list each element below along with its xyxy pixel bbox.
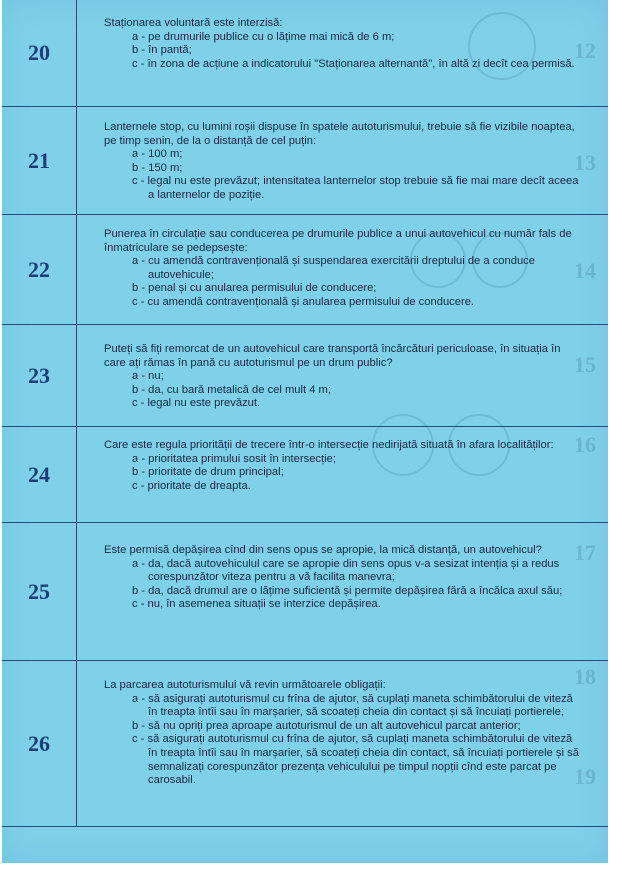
- ghost-number: 19: [574, 764, 596, 789]
- answer-option-b: b - prioritate de drum principal;: [132, 466, 284, 479]
- question-stem: La parcarea autoturismului vă revin următoarele obligații:: [104, 679, 386, 691]
- answer-option-c: c - cu amendă contravențională și anularea permisului de conducere.: [132, 295, 475, 308]
- ghost-number: 12: [574, 38, 596, 63]
- answer-option-c: c - nu, în asemenea situații se interzice depășirea.: [132, 598, 381, 611]
- answer-option-a: a - cu amendă contravențională și suspendarea exercitării dreptului de a conduce autovehicule;: [132, 255, 535, 281]
- question-row: [2, 522, 608, 661]
- answer-option-b: b - să nu opriți prea aproape autoturismul de un alt autovehicul parcat anterior;: [132, 719, 521, 732]
- answer-option-b: b - 150 m;: [132, 161, 183, 174]
- question-stem: Puteți să fiți remorcat de un autovehicul care transportă încărcături periculoase, în situația în care ați rămas în pană cu autoturismul pe un drum public?: [104, 343, 561, 369]
- question-row: [2, 324, 608, 427]
- answer-option-a: a - da, dacă autovehiculul care se apropie din sens opus v-a sesizat intenția și a redus corespunzător viteza pentru a vă facilita manevra;: [132, 557, 560, 584]
- answer-option-c: c - să asigurați autoturismul cu frîna de ajutor, să cuplați maneta schimbătorului de viteză în treapta întîi sau în marșarier, să scoateți cheia din contact, să încuiați portierele și să semnalizați corespunzător prezența vehiculului pe timpul nopții cînd este parcat pe carosabil.: [132, 733, 579, 787]
- answer-option-b: b - da, cu bară metalică de cel mult 4 m;: [132, 383, 331, 396]
- question-number: 25: [28, 579, 50, 604]
- answer-option-b: b - în pantă;: [132, 44, 192, 57]
- question-row: [2, 0, 608, 106]
- answer-option-c: c - prioritate de dreapta.: [132, 479, 251, 492]
- answer-option-a: a - 100 m;: [132, 148, 183, 161]
- question-number: 26: [28, 731, 50, 756]
- question-number: 24: [28, 462, 50, 487]
- question-text: [104, 17, 582, 71]
- question-sheet: [2, 0, 608, 863]
- answer-option-b: b - penal și cu anularea permisului de conducere;: [132, 282, 377, 295]
- answer-option-a: a - să asigurați autoturismul cu frîna de ajutor, să cuplați maneta schimbătorului de viteză în treapta întîi sau în marșarier, să scoateți cheia din contact și să încuiați portierele;: [132, 692, 573, 719]
- question-stem: Punerea în circulație sau conducerea pe drumurile publice a unui autovehicul cu număr fals de înmatriculare se pedepsește:: [104, 228, 572, 254]
- answer-option-a: a - pe drumurile publice cu o lățime mai mică de 6 m;: [132, 30, 395, 43]
- ghost-number: 15: [574, 352, 596, 377]
- question-text: [104, 679, 582, 788]
- question-text: [104, 439, 582, 493]
- question-text: [104, 228, 582, 310]
- question-text: [104, 544, 582, 612]
- question-number: 22: [28, 257, 50, 282]
- ghost-number: 18: [574, 664, 596, 689]
- question-row: [2, 426, 608, 523]
- answer-option-a: a - prioritatea primului sosit în intersecție;: [132, 452, 336, 465]
- answer-option-c: c - în zona de acțiune a indicatorului "Staționarea alternantă", în altă zi decît cea permisă.: [132, 57, 575, 70]
- question-row: [2, 660, 608, 827]
- answer-option-c: c - legal nu este prevăzut.: [132, 397, 261, 410]
- question-stem: Staționarea voluntară este interzisă:: [104, 17, 283, 29]
- ghost-number: 17: [574, 540, 596, 565]
- answer-option-a: a - nu;: [132, 370, 164, 383]
- ghost-number: 14: [574, 258, 596, 283]
- question-number: 21: [28, 148, 50, 173]
- question-row: [2, 106, 608, 215]
- question-stem: Lanternele stop, cu lumini roșii dispuse în spatele autoturismului, trebuie să fie vizibile noaptea, pe timp senin, de la o distanță de cel puțin:: [104, 121, 575, 147]
- question-row: [2, 214, 608, 325]
- question-stem: Este permisă depășirea cînd din sens opus se apropie, la mică distanță, un autovehicul?: [104, 544, 542, 556]
- question-text: [104, 343, 582, 411]
- ghost-number: 13: [574, 150, 596, 175]
- answer-option-c: c - legal nu este prevăzut; intensitatea lanternelor stop trebuie să fie mai mare decît aceea a lanternelor de poziție.: [132, 175, 579, 201]
- answer-option-b: b - da, dacă drumul are o lățime suficientă și permite depășirea fără a încălca axul său;: [132, 584, 563, 597]
- table-bottom-border: [2, 826, 608, 827]
- ghost-number: 16: [574, 432, 596, 457]
- question-text: [104, 121, 582, 203]
- question-number: 23: [28, 363, 50, 388]
- question-number: 20: [28, 40, 50, 65]
- question-stem: Care este regula priorității de trecere într-o intersecție nedirijată situată în afara localităților:: [104, 439, 554, 451]
